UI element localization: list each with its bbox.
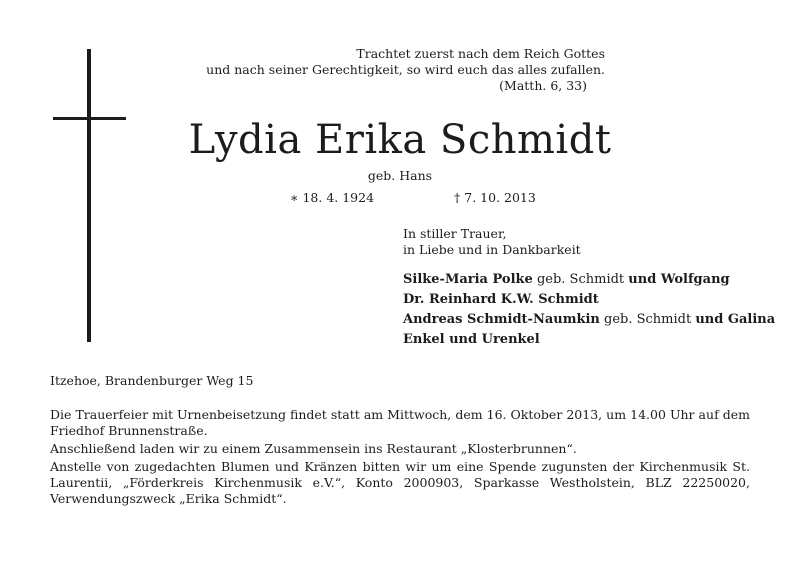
gathering-paragraph: Anschließend laden wir zu einem Zusammensein ins Restaurant „Klosterbrunnen“. — [50, 441, 577, 456]
notice-body — [50, 407, 750, 507]
family-list — [403, 270, 775, 350]
family-member — [403, 330, 775, 350]
family-member — [403, 290, 775, 310]
family-member — [403, 270, 775, 290]
funeral-paragraph: Die Trauerfeier mit Urnenbeisetzung findet statt am Mittwoch, dem 16. Oktober 2013, um 14.00 Uhr auf dem Friedhof Brunnenstraße. — [50, 407, 750, 438]
family-member-note: geb. Schmidt — [604, 312, 692, 327]
donation-paragraph: Anstelle von zugedachten Blumen und Kränzen bitten wir um eine Spende zugunsten der Kirchenmusik St. Laurentii, „Förderkreis Kirchenmusik e.V.“, Konto 2000903, Sparkasse Westholstein, BLZ 22250020, Verwendungszweck „Erika Schmidt“. — [50, 459, 750, 506]
family-member-name: Andreas Schmidt-Naumkin — [403, 312, 600, 327]
verse-reference: (Matth. 6, 33) — [499, 78, 587, 93]
family-member-partner: und Wolfgang — [628, 272, 730, 287]
death-date: † 7. 10. 2013 — [454, 190, 536, 205]
family-member-name: Silke-Maria Polke — [403, 272, 533, 287]
mourning-line-1: In stiller Trauer, — [403, 226, 507, 241]
life-dates — [290, 190, 536, 206]
address: Itzehoe, Brandenburger Weg 15 — [50, 373, 254, 388]
birth-date: ∗ 18. 4. 1924 — [290, 190, 375, 205]
family-member-partner: und Galina — [695, 312, 776, 327]
mourning-phrase — [403, 226, 581, 258]
family-member-name: Enkel und Urenkel — [403, 332, 540, 347]
maiden-name: geb. Hans — [367, 168, 433, 183]
family-member-note: geb. Schmidt — [536, 272, 625, 287]
mourning-line-2: in Liebe und in Dankbarkeit — [403, 242, 581, 257]
family-member — [403, 310, 775, 330]
verse-line-1: Trachtet zuerst nach dem Reich Gottes — [356, 46, 605, 61]
deceased-name: Lydia Erika Schmidt — [188, 117, 612, 163]
family-member-name: Dr. Reinhard K.W. Schmidt — [403, 292, 599, 307]
verse-line-2: und nach seiner Gerechtigkeit, so wird euch das alles zufallen. — [206, 62, 605, 77]
cross-icon-crossbar — [53, 117, 126, 120]
cross-icon — [87, 49, 91, 342]
bible-verse — [180, 46, 605, 94]
